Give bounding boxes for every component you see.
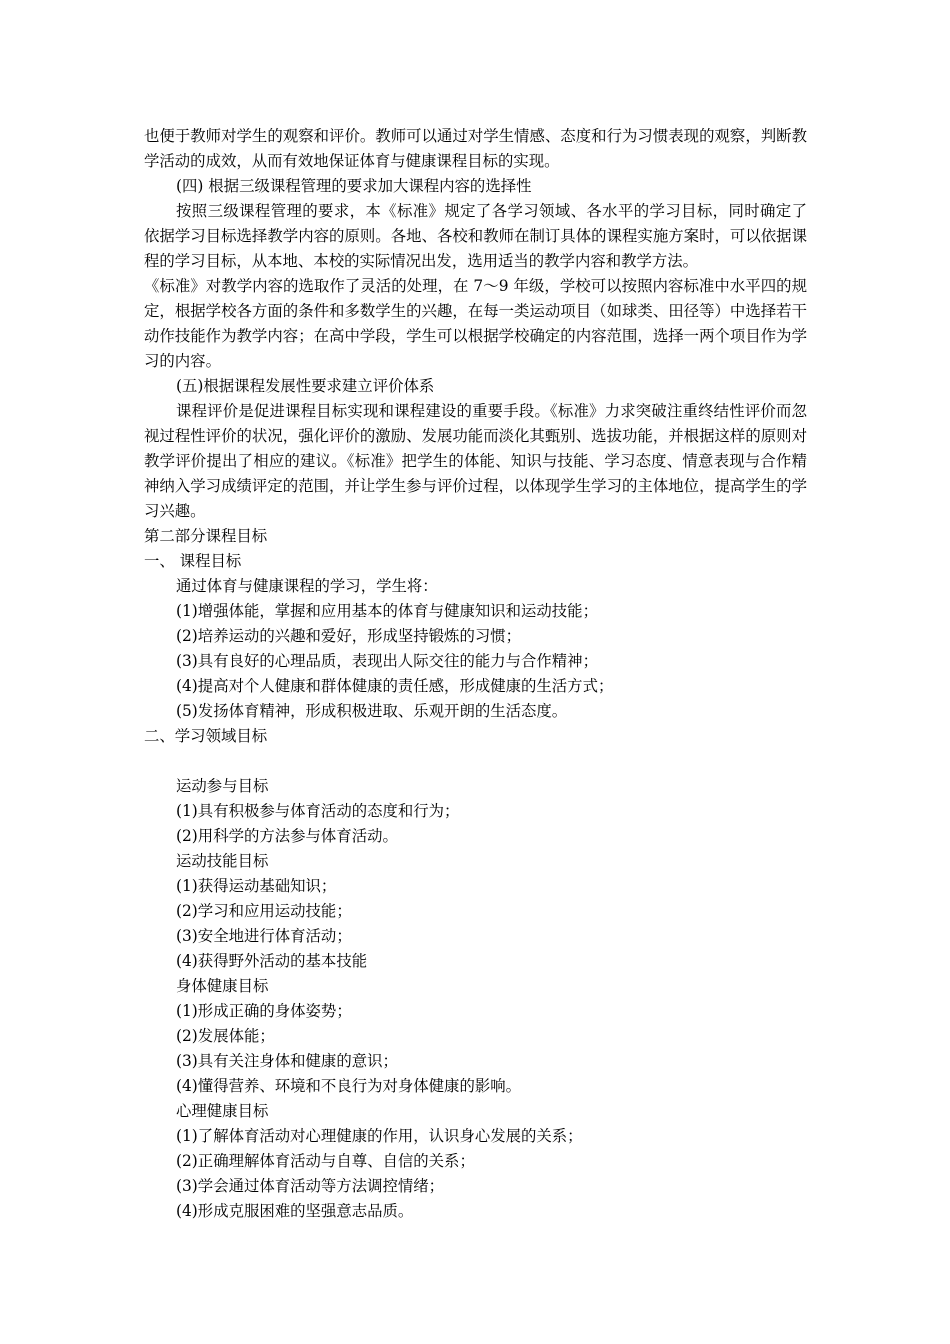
- list-item: (3)具有关注身体和健康的意识；: [176, 1052, 398, 1070]
- list-item: (3)学会通过体育活动等方法调控情绪；: [176, 1177, 445, 1195]
- domain-title: 运动参与目标: [176, 777, 269, 795]
- list-item: (1)形成正确的身体姿势；: [176, 1002, 352, 1020]
- list-item: (1)具有积极参与体育活动的态度和行为；: [176, 802, 460, 820]
- course-goals-intro: 通过体育与健康课程的学习，学生将：: [176, 577, 438, 595]
- course-goals-list: [144, 574, 807, 724]
- list-item: (2)用科学的方法参与体育活动。: [176, 827, 398, 845]
- list-item: (3)安全地进行体育活动；: [176, 927, 352, 945]
- blank-line: [144, 749, 807, 774]
- domain-goals: [144, 774, 807, 1224]
- list-item: (1)了解体育活动对心理健康的作用，认识身心发展的关系；: [176, 1127, 583, 1145]
- paragraph-observation: 也便于教师对学生的观察和评价。教师可以通过对学生情感、态度和行为习惯表现的观察，判断教学活动的成效，从而有效地保证体育与健康课程目标的实现。: [144, 127, 807, 170]
- list-item: (4)获得野外活动的基本技能: [176, 952, 368, 970]
- list-item: (2)发展体能；: [176, 1027, 275, 1045]
- section-2-title: 二、学习领域目标: [144, 727, 268, 745]
- list-item: (2)培养运动的兴趣和爱好，形成坚持锻炼的习惯；: [176, 627, 522, 645]
- list-item: (4)形成克服困难的坚强意志品质。: [176, 1202, 414, 1220]
- document-body: [144, 124, 807, 1224]
- domain-title: 运动技能目标: [176, 852, 269, 870]
- heading-section-4: (四) 根据三级课程管理的要求加大课程内容的选择性: [176, 177, 532, 195]
- list-item: (1)增强体能，掌握和应用基本的体育与健康知识和运动技能；: [176, 602, 598, 620]
- paragraph-three-level-management: 按照三级课程管理的要求，本《标准》规定了各学习领域、各水平的学习目标，同时确定了依据学习目标选择教学内容的原则。各地、各校和教师在制订具体的课程实施方案时，可以依据课程的学习目标，从本地、本校的实际情况出发，选用适当的教学内容和教学方法。: [144, 202, 807, 270]
- list-item: (4)懂得营养、环境和不良行为对身体健康的影响。: [176, 1077, 522, 1095]
- paragraph-evaluation: 课程评价是促进课程目标实现和课程建设的重要手段。《标准》力求突破注重终结性评价而忽视过程性评价的状况，强化评价的激励、发展功能而淡化其甄别、选拔功能，并根据这样的原则对教学评价提出了相应的建议。《标准》把学生的体能、知识与技能、学习态度、情意表现与合作精神纳入学习成绩评定的范围，并让学生参与评价过程，以体现学生学习的主体地位，提高学生的学习兴趣。: [144, 402, 807, 520]
- list-item: (2)学习和应用运动技能；: [176, 902, 352, 920]
- list-item: (4)提高对个人健康和群体健康的责任感，形成健康的生活方式；: [176, 677, 614, 695]
- list-item: (1)获得运动基础知识；: [176, 877, 337, 895]
- domain-title: 心理健康目标: [176, 1102, 269, 1120]
- paragraph-content-selection: 《标准》对教学内容的选取作了灵活的处理，在 7～9 年级，学校可以按照内容标准中水平四的规定，根据学校各方面的条件和多数学生的兴趣，在每一类运动项目（如球类、田径等）中选择若干动作技能作为教学内容；在高中学段，学生可以根据学校确定的内容范围，选择一两个项目作为学习的内容。: [144, 277, 807, 370]
- list-item: (2)正确理解体育活动与自尊、自信的关系；: [176, 1152, 475, 1170]
- part-2-title: 第二部分课程目标: [144, 527, 268, 545]
- list-item: (3)具有良好的心理品质，表现出人际交往的能力与合作精神；: [176, 652, 598, 670]
- domain-title: 身体健康目标: [176, 977, 269, 995]
- section-1-title: 一、 课程目标: [144, 552, 242, 570]
- heading-section-5: (五)根据课程发展性要求建立评价体系: [176, 377, 435, 395]
- list-item: (5)发扬体育精神，形成积极进取、乐观开朗的生活态度。: [176, 702, 568, 720]
